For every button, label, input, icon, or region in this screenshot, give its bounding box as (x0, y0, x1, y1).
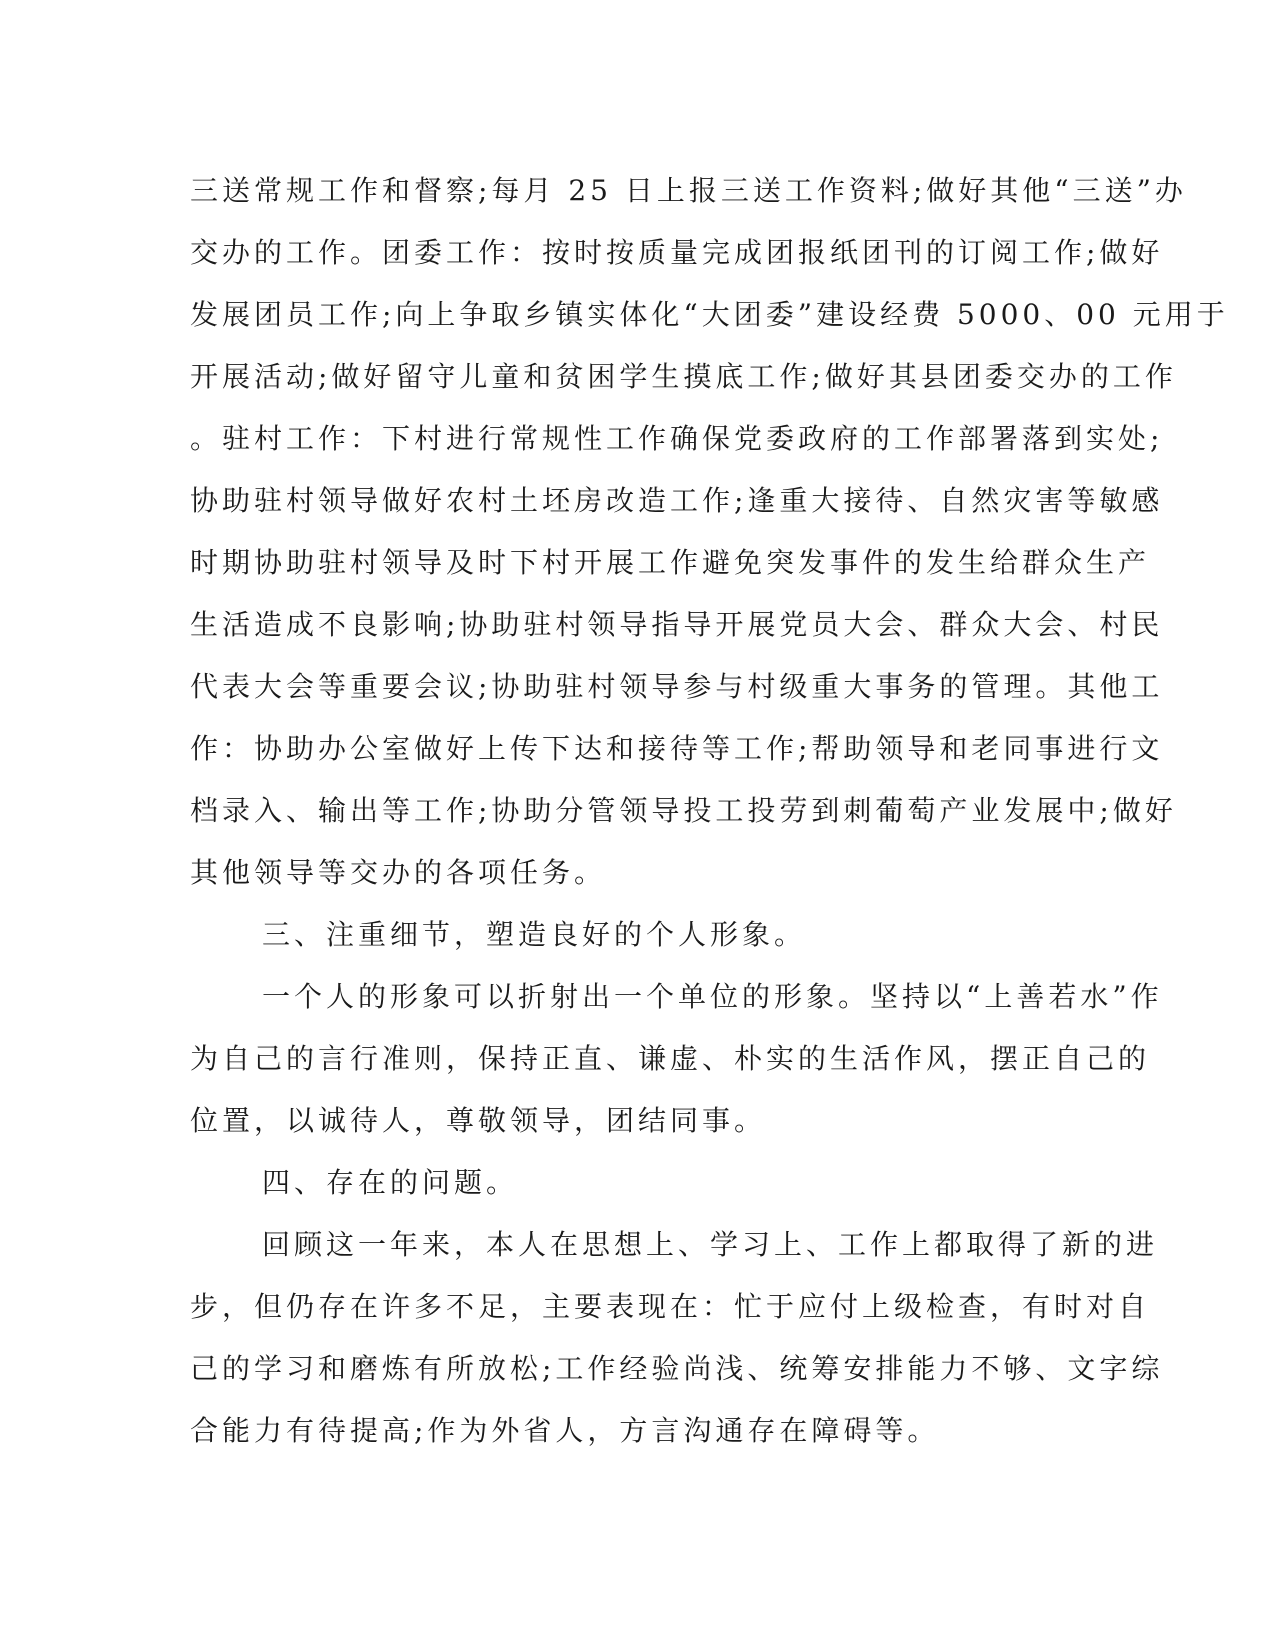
text-line: 生活造成不良影响;协助驻村领导指导开展党员大会、群众大会、村民 (190, 608, 1164, 641)
text-line: 开展活动;做好留守儿童和贫困学生摸底工作;做好其县团委交办的工作 (190, 360, 1177, 393)
text-line: 作：协助办公室做好上传下达和接待等工作;帮助领导和老同事进行文 (190, 732, 1164, 765)
document-body (190, 160, 1229, 1462)
text-line: 为自己的言行准则，保持正直、谦虚、朴实的生活作风，摆正自己的 (190, 1042, 1151, 1075)
text-line: 时期协助驻村领导及时下村开展工作避免突发事件的发生给群众生产 (190, 546, 1151, 579)
section-heading-3: 三、注重细节，塑造良好的个人形象。 (262, 918, 807, 951)
text-line: 位置，以诚待人，尊敬领导，团结同事。 (190, 1104, 767, 1137)
paragraph-start: 一个人的形象可以折射出一个单位的形象。坚持以“上善若水”作 (262, 980, 1163, 1013)
text-line: 协助驻村领导做好农村土坯房改造工作;逢重大接待、自然灾害等敏感 (190, 484, 1164, 517)
text-line: 三送常规工作和督察;每月 25 日上报三送工作资料;做好其他“三送”办 (190, 174, 1187, 207)
text-line: 己的学习和磨炼有所放松;工作经验尚浅、统筹安排能力不够、文字综 (190, 1352, 1164, 1385)
text-line: 代表大会等重要会议;协助驻村领导参与村级重大事务的管理。其他工 (190, 670, 1164, 703)
text-line: 档录入、输出等工作;协助分管领导投工投劳到刺葡萄产业发展中;做好 (190, 794, 1177, 827)
text-line: 。驻村工作：下村进行常规性工作确保党委政府的工作部署落到实处; (190, 422, 1164, 455)
section-heading-4: 四、存在的问题。 (262, 1166, 519, 1199)
text-line: 合能力有待提高;作为外省人，方言沟通存在障碍等。 (190, 1414, 940, 1447)
text-line: 交办的工作。团委工作：按时按质量完成团报纸团刊的订阅工作;做好 (190, 236, 1164, 269)
paragraph-start: 回顾这一年来，本人在思想上、学习上、工作上都取得了新的进 (262, 1228, 1159, 1261)
text-line: 发展团员工作;向上争取乡镇实体化“大团委”建设经费 5000、00 元用于 (190, 298, 1229, 331)
text-line: 步，但仍存在许多不足，主要表现在：忙于应付上级检查，有时对自 (190, 1290, 1151, 1323)
text-line: 其他领导等交办的各项任务。 (190, 856, 607, 889)
